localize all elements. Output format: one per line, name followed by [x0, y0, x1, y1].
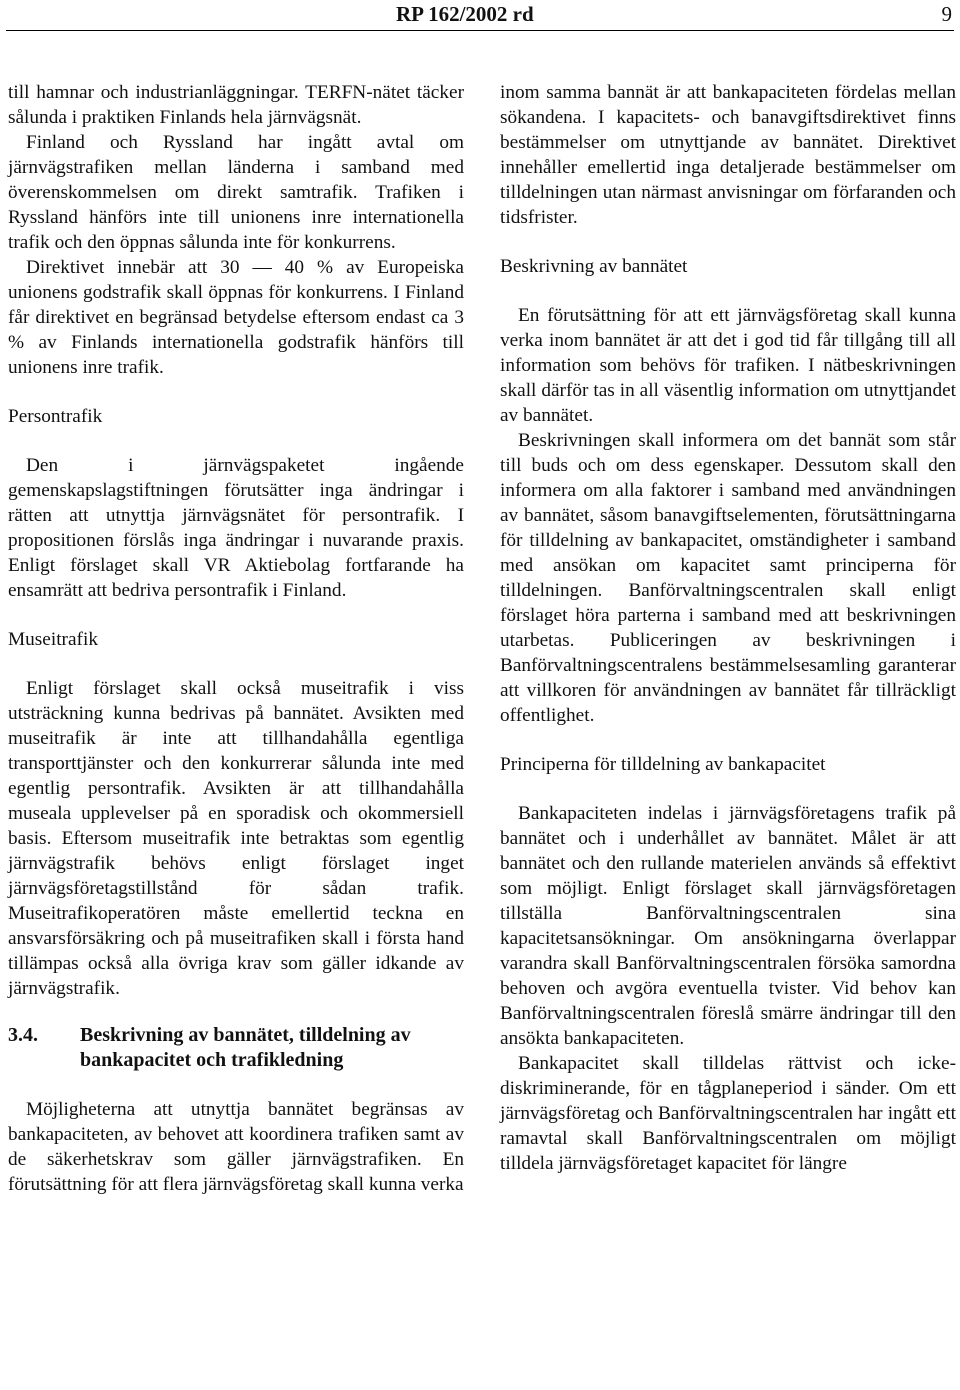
section-heading [8, 1023, 464, 1073]
right-column [500, 80, 956, 1176]
document-id: RP 162/2002 rd [396, 2, 534, 26]
paragraph: Direktivet innebär att 30 — 40 % av Europeiska unionens godstrafik skall öppnas för konkurrens. I Finland får direktivet en begränsad betydelse eftersom endast ca 3 % av Finlands internationella godstrafik hänförs till unionens inre trafik. [8, 257, 464, 378]
paragraph: Bankapacitet skall tilldelas rättvist och icke-diskriminerande, för en tågplaneperiod i sänder. Om ett järnvägsföretag och Banförvaltningscentralen har ingått ett ramavtal skall Banförvaltningscentralen om möjligt tilldela järnvägsföretaget kapacitet för längre [500, 1053, 956, 1174]
page-header [6, 0, 954, 31]
paragraph: Beskrivningen skall informera om det bannät som står till buds och om dess egenskaper. Dessutom skall den informera om alla faktorer i samband med användningen av bannätet, såsom banavgiftselementen, förutsättningarna för tilldelning av bankapacitet, omständigheter i samband med ansökan om kapacitet samt principerna för tilldelningen. Banförvaltningscentralen skall enligt förslaget höra parterna i samband med att beskrivningen utarbetas. Publiceringen av beskrivningen i Banförvaltningscentralens bestämmelsesamling garanterar att villkoren för användningen av bannätet får tillräckligt offentlighet. [500, 430, 956, 726]
paragraph: inom samma bannät är att bankapaciteten fördelas mellan sökandena. I kapacitets- och banavgiftsdirektivet finns bestämmelser om utnyttjande av bannätet. Direktivet innehåller emellertid inga detaljerade bestämmelser om tilldelningen utan närmast anvisningar om förfaranden och tidsfrister. [500, 82, 956, 228]
paragraph: till hamnar och industrianläggningar. TERFN-nätet täcker sålunda i praktiken Finlands hela järnvägsnät. [8, 82, 464, 128]
paragraph: Bankapaciteten indelas i järnvägsföretagens trafik på bannätet och i underhållet av bannätet. Målet är att bannätet och den rullande materielen används så effektivt som möjligt. Enligt förslaget skall järnvägsföretagen tillställa Banförvaltningscentralen sina kapacitetsansökningar. Om ansökningarna överlappar varandra skall Banförvaltningscentralen försöka samordna behoven och avgöra eventuella tvister. Vid behov kan Banförvaltningscentralen föreslå smärre ändringar till den ansökta bankapaciteten. [500, 803, 956, 1049]
page-number: 9 [941, 2, 952, 26]
paragraph: Enligt förslaget skall också museitrafik i viss utsträckning kunna bedrivas på bannätet. Avsikten med museitrafik är inte att tillhandahålla egentliga transporttjänster och den konkurrerar sålunda inte med egentlig persontrafik. Avsikten är att tillhandahålla museala upplevelser på en sporadisk och okommersiell basis. Eftersom museitrafik inte betraktas som egentlig järnvägstrafik behövs enligt förslaget inget järnvägsföretagstillstånd för sådan trafik. Museitrafikoperatören måste emellertid teckna en ansvarsförsäkring och på museitrafiken skall i första hand tillämpas också alla övriga krav som gäller idkande av järnvägstrafik. [8, 678, 464, 999]
subheading-museitrafik: Museitrafik [8, 629, 98, 650]
subheading-beskrivning: Beskrivning av bannätet [500, 256, 688, 277]
paragraph: Möjligheterna att utnyttja bannätet begränsas av bankapaciteten, av behovet att koordinera trafiken samt av de säkerhetskrav som gäller järnvägstrafiken. En förutsättning för att flera järnvägsföretag skall kunna verka [8, 1099, 464, 1195]
paragraph: Den i järnvägspaketet ingående gemenskapslagstiftningen förutsätter inga ändringar i rätten att utnyttja järnvägsnätet för persontrafik. I propositionen förslås inga ändringar i nuvarande praxis. Enligt förslaget skall VR Aktiebolag fortfarande ha ensamrätt att bedriva persontrafik i Finland. [8, 455, 464, 601]
subheading-persontrafik: Persontrafik [8, 406, 103, 427]
section-number: 3.4. [8, 1024, 38, 1046]
paragraph: Finland och Ryssland har ingått avtal om järnvägstrafiken mellan länderna i samband med överenskommelsen om direkt samtrafik. Trafiken i Ryssland hänförs inte till unionens inre internationella trafik och den öppnas sålunda inte för konkurrens. [8, 132, 464, 253]
paragraph: En förutsättning för att ett järnvägsföretag skall kunna verka inom bannätet är att det i god tid får tillgång till all information som behövs för trafiken. I nätbeskrivningen skall därför tas in all väsentlig information om utnyttjandet av bannätet. [500, 305, 956, 426]
left-column [8, 80, 464, 1197]
subheading-principerna: Principerna för tilldelning av bankapacitet [500, 754, 826, 775]
section-title: Beskrivning av bannätet, tilldelning av bankapacitet och trafikledning [80, 1024, 411, 1071]
